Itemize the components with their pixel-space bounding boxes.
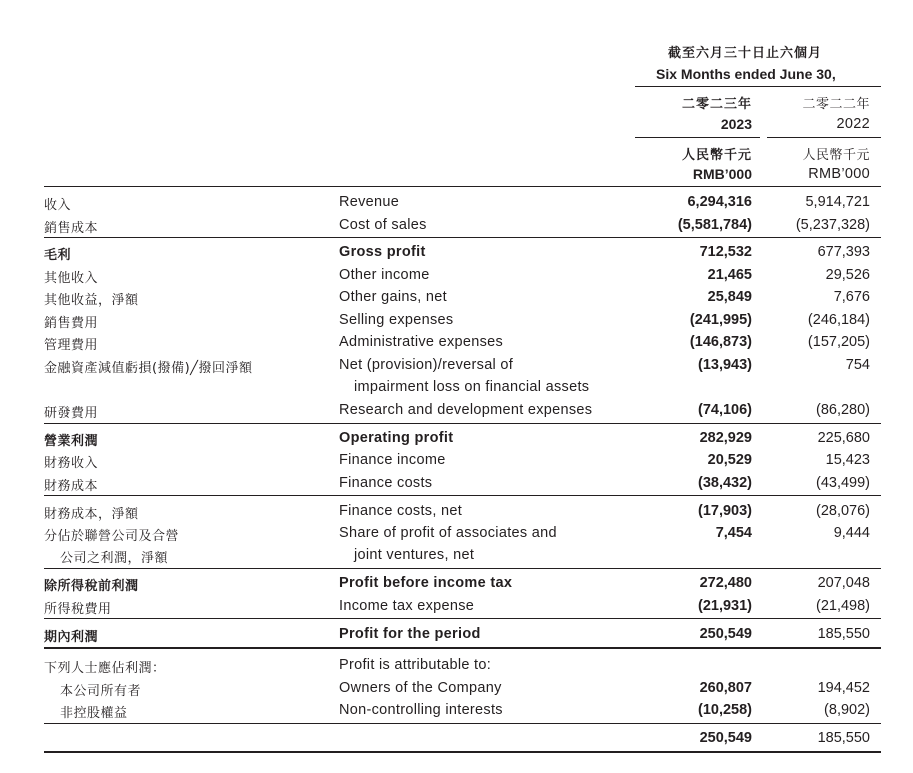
value-2022: 194,452 bbox=[817, 680, 870, 696]
row-divider-thick bbox=[44, 647, 881, 649]
value-2023: (13,943) bbox=[697, 357, 752, 373]
row-label-en: Net (provision)/reversal of bbox=[339, 357, 514, 373]
value-2023: (21,931) bbox=[697, 598, 752, 614]
row-label-en: Cost of sales bbox=[339, 217, 427, 233]
year-2023-rule bbox=[635, 137, 760, 138]
value-2022: (5,237,328) bbox=[795, 217, 870, 233]
row-label-cn: 本公司所有者 bbox=[60, 684, 142, 699]
row-label-en: Profit for the period bbox=[339, 626, 481, 642]
row-label-en: Income tax expense bbox=[339, 598, 475, 614]
row-label-cn: 研發費用 bbox=[44, 406, 99, 421]
row-label-en: Finance income bbox=[339, 452, 446, 468]
unit-2022-en: RMB’000 bbox=[808, 166, 870, 182]
row-label-en: Revenue bbox=[339, 194, 400, 210]
period-label-cn: 截至六月三十日止六個月 bbox=[668, 46, 823, 61]
row-label-en-cont: joint ventures, net bbox=[354, 547, 475, 563]
value-2023: 7,454 bbox=[715, 525, 752, 541]
row-label-cn: 毛利 bbox=[44, 248, 72, 263]
value-2022: 225,680 bbox=[817, 430, 870, 446]
unit-2023-en: RMB’000 bbox=[692, 166, 752, 182]
value-2023: 25,849 bbox=[707, 289, 752, 305]
row-divider bbox=[44, 423, 881, 424]
value-2023: (241,995) bbox=[689, 312, 752, 328]
value-2022: (21,498) bbox=[815, 598, 870, 614]
row-label-en: Other gains, net bbox=[339, 289, 447, 305]
value-2022: (8,902) bbox=[824, 702, 870, 718]
year-2023-cn: 二零二三年 bbox=[681, 97, 752, 112]
value-2022: (43,499) bbox=[815, 475, 870, 491]
row-divider bbox=[44, 495, 881, 496]
value-2023: 712,532 bbox=[699, 244, 752, 260]
row-label-cn: 非控股權益 bbox=[60, 706, 128, 721]
value-2022: 29,526 bbox=[825, 267, 870, 283]
row-divider bbox=[44, 237, 881, 238]
header-rule bbox=[635, 86, 881, 87]
table-top-rule bbox=[44, 186, 881, 187]
row-label-en: Profit before income tax bbox=[339, 575, 513, 591]
year-2023: 2023 bbox=[720, 116, 752, 132]
row-label-en: Selling expenses bbox=[339, 312, 454, 328]
row-label-cn: 財務收入 bbox=[44, 456, 99, 471]
row-label-cn: 銷售費用 bbox=[44, 316, 99, 331]
value-2023: 6,294,316 bbox=[687, 194, 752, 210]
row-label-en: Operating profit bbox=[339, 430, 454, 446]
value-2023: (146,873) bbox=[689, 334, 752, 350]
value-2023: 282,929 bbox=[699, 430, 752, 446]
value-2022: 9,444 bbox=[833, 525, 870, 541]
row-label-en: Finance costs bbox=[339, 475, 433, 491]
row-label-en-cont: impairment loss on financial assets bbox=[354, 379, 590, 395]
value-2022: (246,184) bbox=[807, 312, 870, 328]
row-divider bbox=[44, 723, 881, 724]
period-label-en: Six Months ended June 30, bbox=[656, 66, 836, 82]
row-label-en: Profit is attributable to: bbox=[339, 657, 492, 673]
row-label-en: Gross profit bbox=[339, 244, 426, 260]
row-label-cn: 收入 bbox=[44, 198, 72, 213]
value-2023: 20,529 bbox=[707, 452, 752, 468]
value-2022: 15,423 bbox=[825, 452, 870, 468]
value-2022: 5,914,721 bbox=[805, 194, 870, 210]
value-2023: (10,258) bbox=[697, 702, 752, 718]
value-2022: 677,393 bbox=[817, 244, 870, 260]
value-2022: (86,280) bbox=[815, 402, 870, 418]
value-2022: (157,205) bbox=[807, 334, 870, 350]
value-2023: 250,549 bbox=[699, 626, 752, 642]
row-label-cn: 所得稅費用 bbox=[44, 602, 112, 617]
row-label-cn: 其他收入 bbox=[44, 271, 99, 286]
row-label-en: Share of profit of associates and bbox=[339, 525, 557, 541]
row-label-cn: 財務成本 bbox=[44, 479, 99, 494]
year-2022: 2022 bbox=[836, 116, 870, 132]
unit-2022-cn: 人民幣千元 bbox=[802, 148, 870, 163]
row-label-en: Other income bbox=[339, 267, 430, 283]
value-2022-total: 185,550 bbox=[817, 730, 870, 746]
value-2023: 272,480 bbox=[699, 575, 752, 591]
value-2022: 207,048 bbox=[817, 575, 870, 591]
row-divider bbox=[44, 618, 881, 619]
value-2023-total: 250,549 bbox=[699, 730, 752, 746]
value-2023: (38,432) bbox=[697, 475, 752, 491]
row-label-cn: 金融資產減值虧損(撥備)╱撥回淨額 bbox=[44, 361, 253, 376]
value-2022: 185,550 bbox=[817, 626, 870, 642]
value-2023: 260,807 bbox=[699, 680, 752, 696]
value-2022: 7,676 bbox=[833, 289, 870, 305]
row-divider bbox=[44, 568, 881, 569]
row-label-cn: 營業利潤 bbox=[44, 434, 99, 449]
row-label-cn: 其他收益，淨額 bbox=[44, 293, 139, 308]
row-label-en: Owners of the Company bbox=[339, 680, 502, 696]
value-2023: (17,903) bbox=[697, 503, 752, 519]
value-2023: (74,106) bbox=[697, 402, 752, 418]
value-2023: (5,581,784) bbox=[677, 217, 752, 233]
row-label-cn-cont: 公司之利潤，淨額 bbox=[60, 551, 169, 566]
row-label-cn: 銷售成本 bbox=[44, 221, 99, 236]
row-label-cn: 除所得稅前利潤 bbox=[44, 579, 139, 594]
value-2022: 754 bbox=[845, 357, 870, 373]
table-bottom-rule bbox=[44, 751, 881, 753]
row-label-cn: 下列人士應佔利潤： bbox=[44, 661, 166, 676]
year-2022-rule bbox=[767, 137, 881, 138]
row-label-cn: 分佔於聯營公司及合營 bbox=[44, 529, 180, 544]
row-label-cn: 財務成本，淨額 bbox=[44, 507, 139, 522]
value-2023: 21,465 bbox=[707, 267, 752, 283]
unit-2023-cn: 人民幣千元 bbox=[681, 148, 752, 163]
row-label-en: Administrative expenses bbox=[339, 334, 504, 350]
row-label-en: Non-controlling interests bbox=[339, 702, 503, 718]
row-label-cn: 管理費用 bbox=[44, 338, 99, 353]
year-2022-cn: 二零二二年 bbox=[802, 97, 870, 112]
row-label-cn: 期內利潤 bbox=[44, 630, 99, 645]
row-label-en: Finance costs, net bbox=[339, 503, 463, 519]
value-2022: (28,076) bbox=[815, 503, 870, 519]
row-label-en: Research and development expenses bbox=[339, 402, 593, 418]
